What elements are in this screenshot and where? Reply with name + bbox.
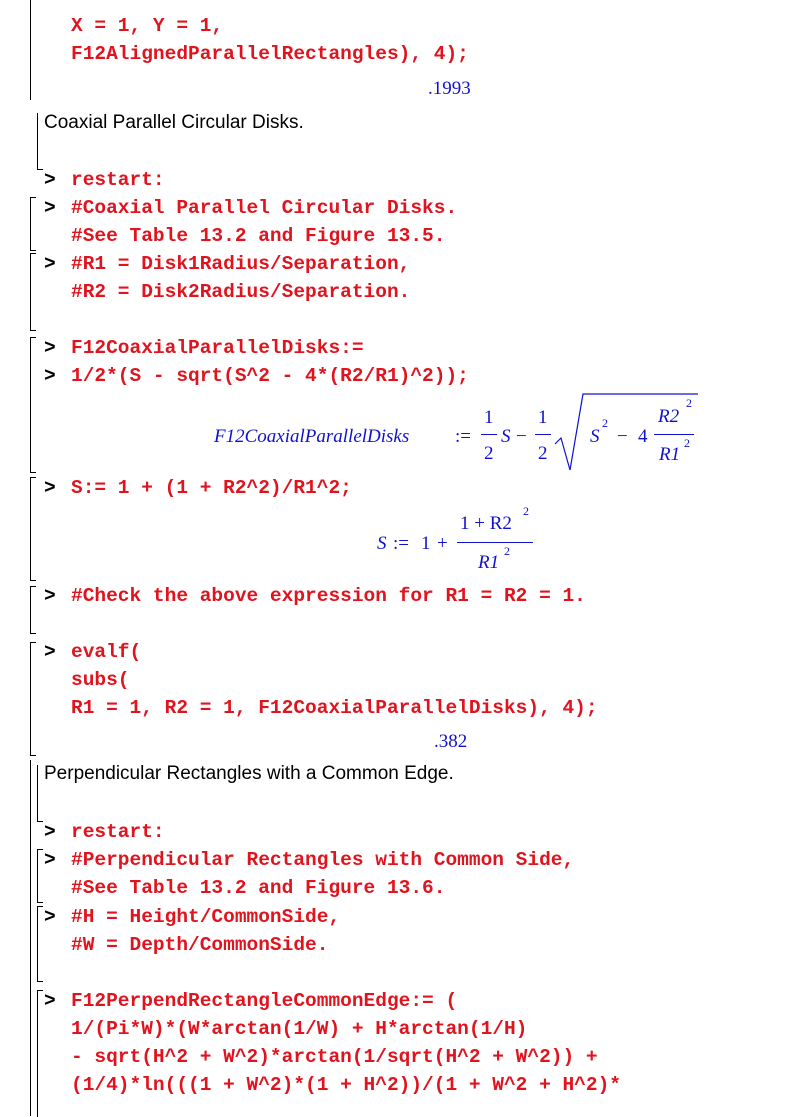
input-line[interactable]: restart: bbox=[71, 821, 165, 843]
assign-op: := bbox=[455, 426, 471, 447]
input-line[interactable]: (1/4)*ln(((1 + W^2)*(1 + H^2))/(1 + W^2 + H^2)* bbox=[71, 1074, 621, 1096]
prompt: > bbox=[44, 337, 56, 359]
minus-op: − bbox=[617, 426, 628, 447]
frac-line bbox=[535, 434, 551, 435]
coef: 4 bbox=[638, 426, 648, 447]
plus-op: + bbox=[437, 533, 448, 554]
frac-num: 1 bbox=[538, 407, 548, 428]
section-bracket bbox=[30, 0, 36, 100]
prompt: > bbox=[44, 169, 56, 191]
input-line[interactable]: #Check the above expression for R1 = R2 = 1. bbox=[71, 585, 586, 607]
group-bracket bbox=[30, 642, 36, 756]
input-line[interactable]: #R1 = Disk1Radius/Separation, bbox=[71, 253, 411, 275]
prompt: > bbox=[44, 585, 56, 607]
input-line[interactable]: F12AlignedParallelRectangles), 4); bbox=[71, 43, 469, 65]
prompt: > bbox=[44, 641, 56, 663]
input-line[interactable]: #R2 = Disk2Radius/Separation. bbox=[71, 281, 411, 303]
frac-den: 2 bbox=[484, 443, 494, 464]
input-line[interactable]: subs( bbox=[71, 669, 130, 691]
prompt: > bbox=[44, 821, 56, 843]
output-value: .1993 bbox=[428, 78, 471, 99]
input-line[interactable]: F12PerpendRectangleCommonEdge:= ( bbox=[71, 990, 458, 1012]
sqrt-sign bbox=[553, 392, 703, 474]
input-line[interactable]: 1/2*(S - sqrt(S^2 - 4*(R2/R1)^2)); bbox=[71, 365, 469, 387]
input-line[interactable]: #H = Height/CommonSide, bbox=[71, 906, 341, 928]
frac-num: 1 bbox=[484, 407, 494, 428]
prompt: > bbox=[44, 906, 56, 928]
section-title: Coaxial Parallel Circular Disks. bbox=[44, 112, 304, 133]
section-bracket bbox=[30, 760, 36, 1116]
input-line[interactable]: 1/(Pi*W)*(W*arctan(1/W) + H*arctan(1/H) bbox=[71, 1018, 528, 1040]
output-value: .382 bbox=[434, 731, 468, 752]
input-line[interactable]: evalf( bbox=[71, 641, 142, 663]
exponent: 2 bbox=[523, 504, 529, 518]
text-bracket bbox=[37, 113, 43, 170]
input-line[interactable]: #See Table 13.2 and Figure 13.6. bbox=[71, 877, 446, 899]
group-bracket bbox=[30, 586, 36, 634]
frac-line bbox=[457, 542, 533, 543]
frac-line bbox=[654, 434, 694, 435]
group-bracket bbox=[37, 906, 43, 982]
exponent: 2 bbox=[504, 544, 510, 558]
exponent: 2 bbox=[602, 416, 608, 430]
input-line[interactable]: #See Table 13.2 and Figure 13.5. bbox=[71, 225, 446, 247]
input-line[interactable]: X = 1, Y = 1, bbox=[71, 15, 224, 37]
const: 1 bbox=[421, 533, 431, 554]
group-bracket bbox=[30, 337, 36, 473]
formula-lhs: S bbox=[377, 533, 387, 554]
group-bracket bbox=[30, 197, 36, 251]
input-line[interactable]: #Coaxial Parallel Circular Disks. bbox=[71, 197, 458, 219]
prompt: > bbox=[44, 477, 56, 499]
input-line[interactable]: R1 = 1, R2 = 1, F12CoaxialParallelDisks), 4); bbox=[71, 697, 598, 719]
frac-num: R2 bbox=[658, 406, 680, 427]
prompt: > bbox=[44, 197, 56, 219]
text-bracket bbox=[37, 765, 43, 822]
var-s: S bbox=[501, 426, 511, 447]
input-line[interactable]: F12CoaxialParallelDisks:= bbox=[71, 337, 364, 359]
frac-line bbox=[481, 434, 497, 435]
frac-den: R1 bbox=[478, 552, 500, 573]
var-s: S bbox=[590, 426, 600, 447]
prompt: > bbox=[44, 365, 56, 387]
formula-lhs: F12CoaxialParallelDisks bbox=[214, 426, 410, 447]
minus-op: − bbox=[516, 426, 527, 447]
exponent: 2 bbox=[684, 436, 690, 450]
input-line[interactable]: - sqrt(H^2 + W^2)*arctan(1/sqrt(H^2 + W^2)) + bbox=[71, 1046, 598, 1068]
group-bracket bbox=[37, 849, 43, 903]
frac-den: R1 bbox=[659, 444, 681, 465]
section-title: Perpendicular Rectangles with a Common Edge. bbox=[44, 763, 454, 784]
input-line[interactable]: #Perpendicular Rectangles with Common Side, bbox=[71, 849, 575, 871]
input-line[interactable]: #W = Depth/CommonSide. bbox=[71, 934, 329, 956]
assign-op: := bbox=[393, 533, 409, 554]
prompt: > bbox=[44, 990, 56, 1012]
group-bracket bbox=[37, 990, 43, 1117]
input-line[interactable]: restart: bbox=[71, 169, 165, 191]
frac-num: 1 + R2 bbox=[460, 513, 512, 534]
group-bracket bbox=[30, 477, 36, 581]
group-bracket bbox=[30, 253, 36, 331]
input-line[interactable]: S:= 1 + (1 + R2^2)/R1^2; bbox=[71, 477, 352, 499]
exponent: 2 bbox=[686, 396, 692, 410]
prompt: > bbox=[44, 253, 56, 275]
prompt: > bbox=[44, 849, 56, 871]
frac-den: 2 bbox=[538, 443, 548, 464]
